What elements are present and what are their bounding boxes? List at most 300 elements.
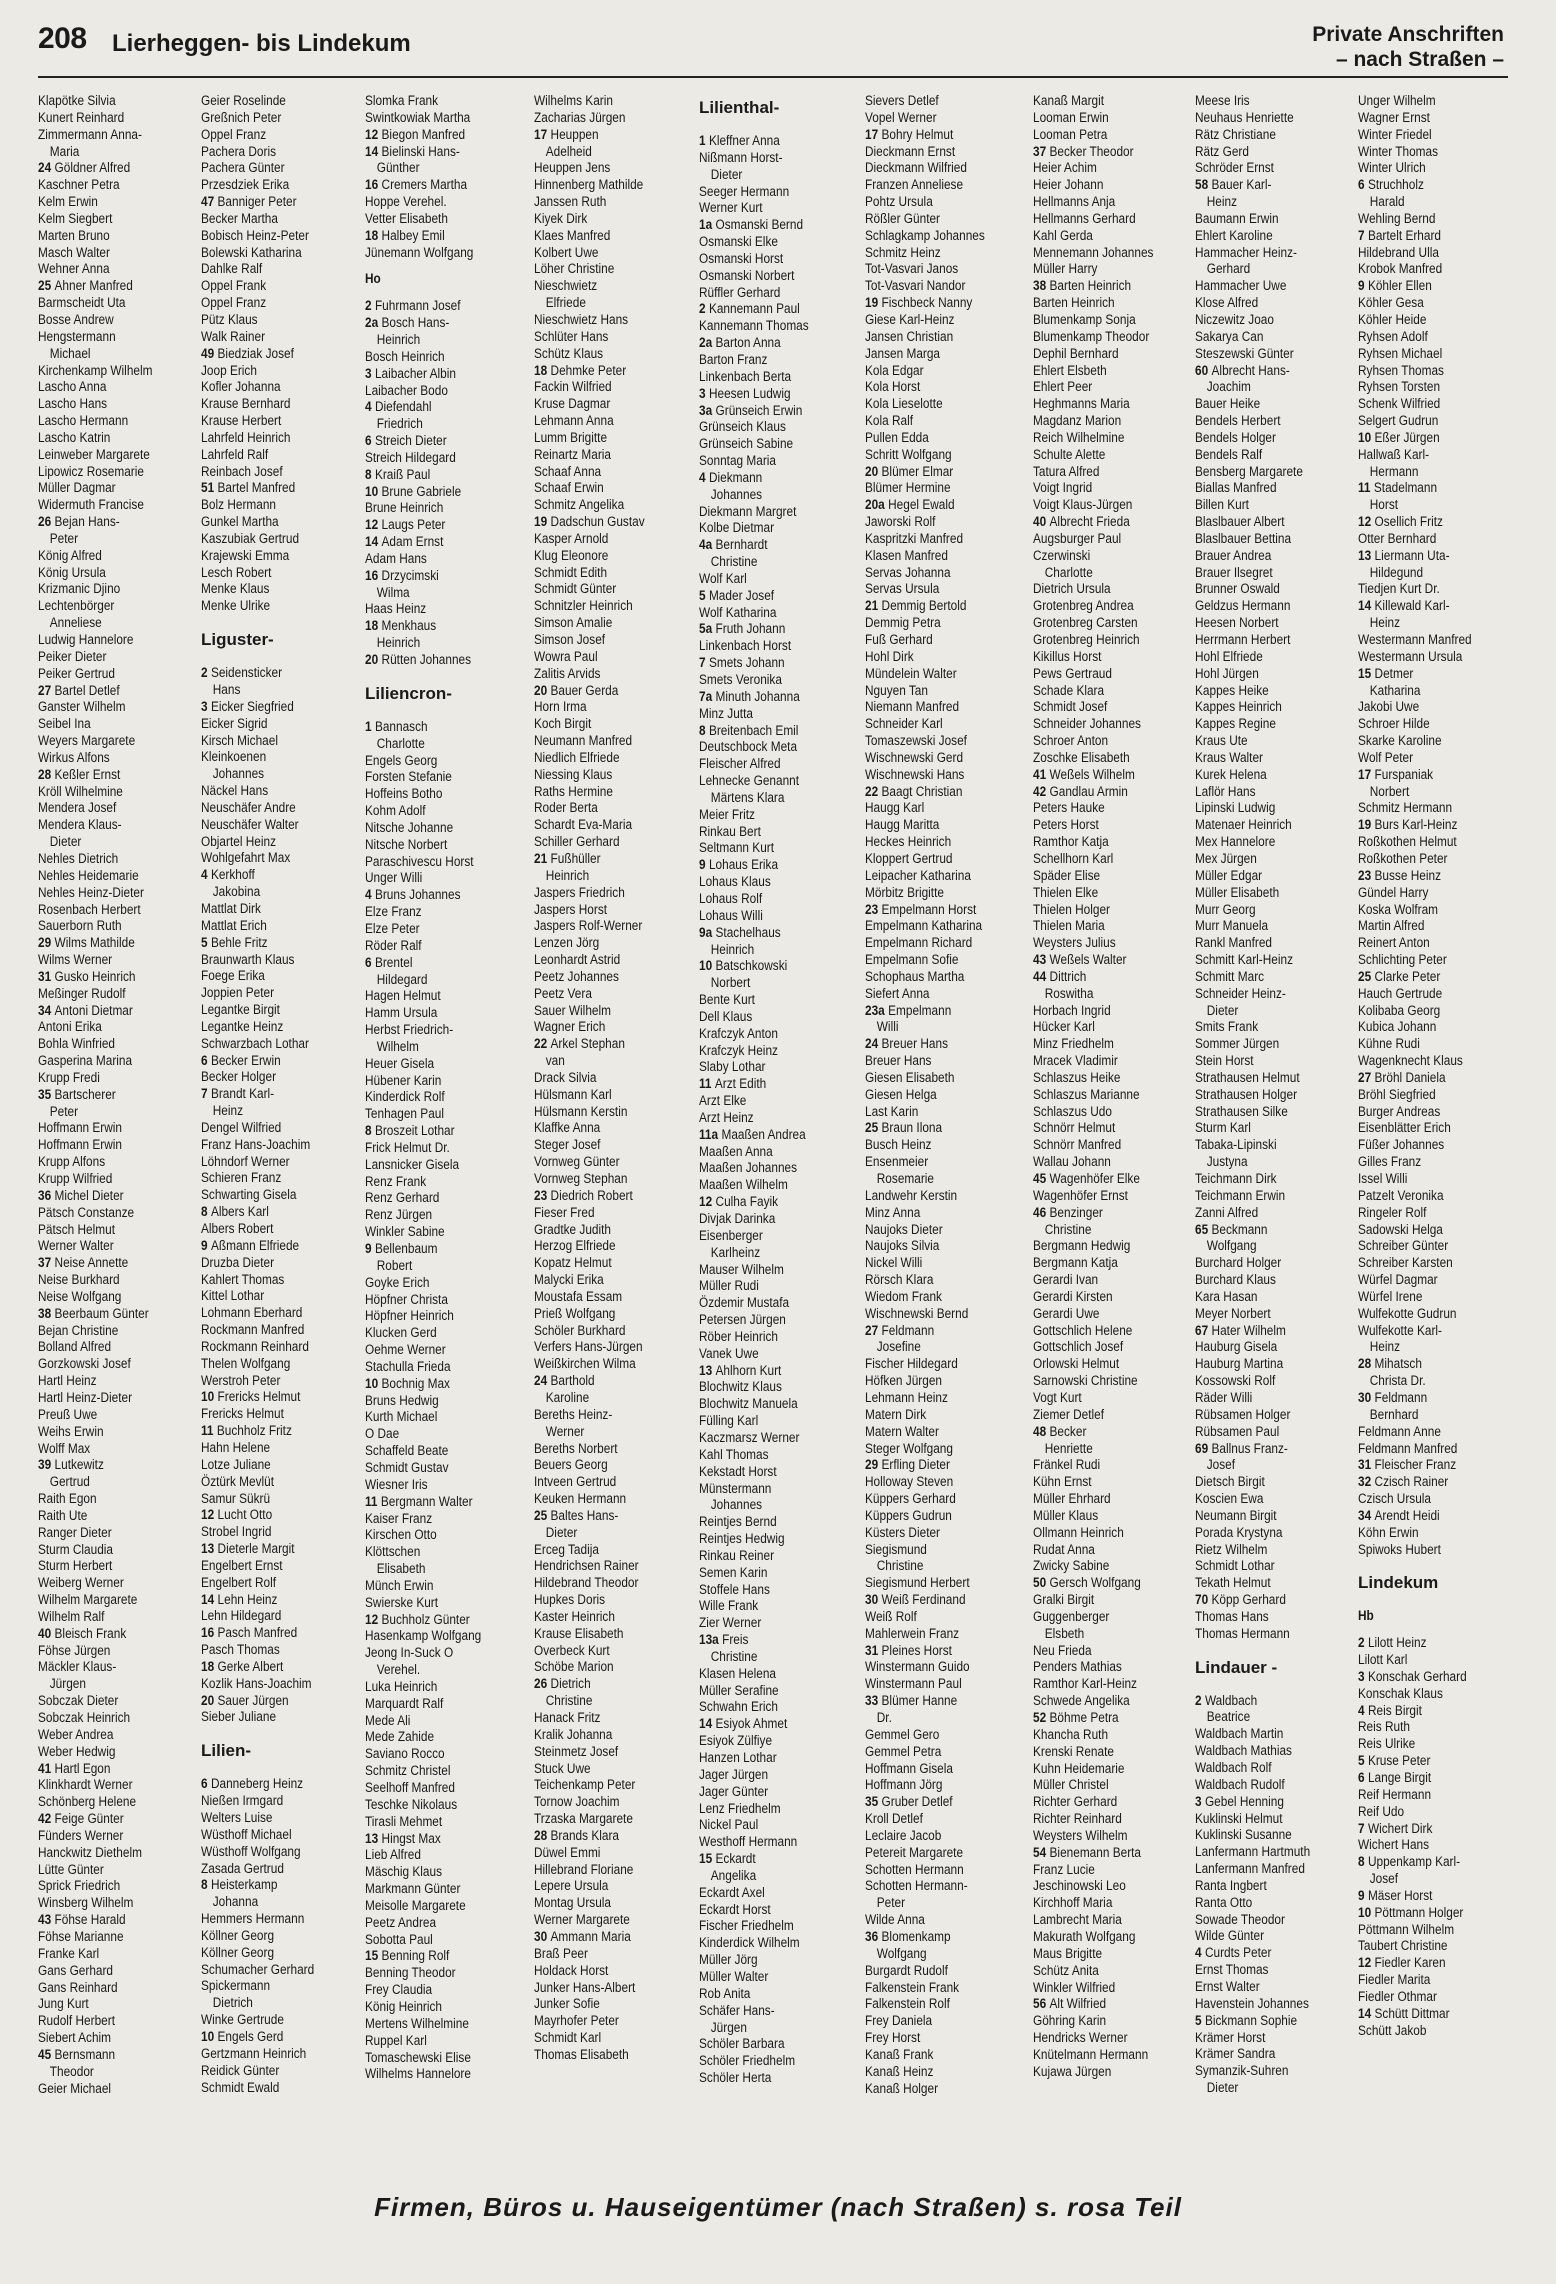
resident-name: Kannemann Paul [708, 300, 800, 317]
resident-name: Dahlke Ralf [201, 260, 263, 277]
resident-name: Spiwoks Hubert [1358, 1540, 1441, 1557]
resident-entry [365, 499, 525, 516]
resident-name: Johannes [710, 1496, 763, 1513]
resident-entry [365, 1240, 525, 1257]
resident-entry [1033, 463, 1193, 480]
resident-entry [699, 368, 859, 385]
resident-entry [1195, 547, 1355, 564]
resident-name: Ramthor Karl-Heinz [1033, 1675, 1137, 1692]
resident-name: Orlowski Helmut [1033, 1355, 1120, 1372]
resident-name: Kappes Heinrich [1195, 698, 1282, 715]
resident-entry [699, 1362, 859, 1379]
resident-entry [865, 362, 1025, 379]
resident-name: Pullen Edda [865, 428, 929, 445]
resident-name: Kaszubiak Gertrud [201, 529, 300, 546]
resident-entry [38, 1187, 198, 1204]
resident-name: Spickermann [201, 1977, 271, 1994]
resident-name: Diekmann Margret [699, 502, 797, 519]
resident-name: Empelmann Sofie [865, 951, 959, 968]
resident-name: Kraus Walter [1195, 748, 1263, 765]
resident-entry [865, 1625, 1025, 1642]
resident-entry [38, 901, 198, 918]
resident-entry [699, 1816, 859, 1833]
resident-entry [699, 1665, 859, 1682]
resident-entry [865, 2029, 1025, 2046]
resident-name: Schaaf Erwin [534, 479, 604, 496]
resident-entry [865, 968, 1025, 985]
resident-entry [699, 1261, 859, 1278]
house-number: 21 [865, 597, 879, 614]
resident-entry [1358, 1170, 1518, 1187]
resident-entry [865, 1018, 1025, 1035]
resident-entry [865, 1035, 1025, 1052]
house-number: 28 [38, 765, 52, 782]
resident-entry [365, 617, 525, 634]
resident-entry [201, 260, 361, 277]
resident-entry [365, 483, 525, 500]
resident-entry [365, 449, 525, 466]
resident-entry [1033, 1658, 1193, 1675]
resident-name: Weysters Julius [1033, 934, 1116, 951]
resident-entry [38, 1928, 198, 1945]
resident-entry [865, 1844, 1025, 1861]
resident-entry [365, 159, 525, 176]
resident-entry [201, 429, 361, 446]
resident-name: Murr Georg [1195, 900, 1256, 917]
resident-entry [201, 816, 361, 833]
resident-entry [865, 1995, 1025, 2012]
resident-entry [38, 934, 198, 951]
resident-entry [201, 782, 361, 799]
resident-entry [1358, 126, 1518, 143]
resident-entry [1033, 1372, 1193, 1389]
resident-entry [1195, 1742, 1355, 1759]
resident-entry [865, 530, 1025, 547]
resident-name: Lascho Hans [38, 395, 108, 412]
resident-name: Winstermann Paul [865, 1675, 962, 1692]
resident-entry [865, 867, 1025, 884]
resident-name: Banniger Peter [217, 193, 297, 210]
resident-name: Kunert Reinhard [38, 108, 125, 125]
resident-entry [1358, 1685, 1518, 1702]
resident-name: Roder Berta [534, 799, 598, 816]
resident-entry [699, 1732, 859, 1749]
resident-entry [865, 395, 1025, 412]
resident-name: Tabaka-Lipinski [1195, 1136, 1277, 1153]
resident-name: Rinkau Bert [699, 822, 761, 839]
house-number: 11 [1358, 479, 1371, 496]
resident-entry [38, 1406, 198, 1423]
resident-entry [1033, 1995, 1193, 2012]
resident-entry [699, 856, 859, 873]
resident-entry [38, 1995, 198, 2012]
resident-name: Bauer Karl- [1211, 176, 1272, 193]
resident-entry [699, 1395, 859, 1412]
resident-entry [534, 1995, 694, 2012]
resident-entry [865, 277, 1025, 294]
resident-entry [534, 1440, 694, 1457]
resident-entry [1195, 1170, 1355, 1187]
resident-entry [365, 920, 525, 937]
resident-name: Bellenbaum [374, 1240, 438, 1256]
resident-name: Joop Erich [201, 361, 257, 378]
resident-entry [1033, 665, 1193, 682]
resident-name: Lechtenbörger [38, 597, 115, 614]
resident-name: Roswitha [1044, 984, 1094, 1001]
resident-name: Dieckmann Ernst [865, 142, 956, 159]
resident-entry [1358, 1634, 1518, 1651]
resident-name: Wiesner Iris [365, 1475, 428, 1492]
resident-entry [534, 631, 694, 648]
resident-entry [865, 1254, 1025, 1271]
resident-name: Heinrich [376, 330, 421, 347]
resident-name: Dietsch Birgit [1195, 1473, 1265, 1490]
resident-entry [1033, 1002, 1193, 1019]
resident-name: Gersch Wolfgang [1049, 1574, 1141, 1591]
resident-entry [534, 1153, 694, 1170]
resident-entry [1195, 1978, 1355, 1995]
house-number: 7 [1358, 226, 1365, 243]
resident-entry [699, 183, 859, 200]
resident-name: Neuhaus Henriette [1195, 108, 1294, 125]
resident-entry [1358, 833, 1518, 850]
resident-name: Heuppen [550, 125, 599, 142]
resident-entry [38, 715, 198, 732]
resident-name: Hülsmann Karl [534, 1085, 612, 1102]
resident-entry [38, 1557, 198, 1574]
resident-entry [38, 1204, 198, 1221]
resident-entry [365, 718, 525, 735]
resident-entry [1195, 732, 1355, 749]
resident-entry [699, 1294, 859, 1311]
resident-name: Sommer Jürgen [1195, 1035, 1280, 1052]
house-number: 28 [1358, 1355, 1372, 1372]
resident-name: Elisabeth [376, 1560, 426, 1577]
resident-name: Hemmers Hermann [201, 1910, 305, 1927]
resident-name: Porada Krystyna [1195, 1523, 1283, 1540]
resident-entry [1033, 1086, 1193, 1103]
resident-name: Schnitzler Heinrich [534, 597, 633, 614]
resident-name: Slaby Lothar [699, 1058, 766, 1075]
resident-name: Mäser Horst [1367, 1886, 1433, 1903]
resident-entry [534, 1844, 694, 1861]
resident-name: Tomaschewski Elise [365, 2048, 471, 2065]
resident-name: Symanzik-Suhren [1195, 2062, 1289, 2079]
resident-entry [1033, 1760, 1193, 1777]
resident-entry [38, 1237, 198, 1254]
resident-entry [38, 1002, 198, 1019]
resident-name: Strathausen Helmut [1195, 1068, 1300, 1085]
resident-entry [1195, 799, 1355, 816]
resident-entry [699, 1749, 859, 1766]
resident-entry [699, 1075, 859, 1092]
resident-name: Pütz Klaus [201, 310, 258, 327]
resident-entry [1358, 1752, 1518, 1769]
resident-name: Behle Fritz [210, 933, 268, 950]
resident-entry [201, 984, 361, 1001]
resident-entry [38, 395, 198, 412]
resident-entry [38, 631, 198, 648]
resident-entry [1195, 1086, 1355, 1103]
resident-name: Reintjes Hedwig [699, 1530, 785, 1547]
resident-name: Saviano Rocco [365, 1745, 445, 1762]
resident-name: Looman Erwin [1033, 108, 1109, 125]
resident-entry [365, 415, 525, 432]
resident-name: Kanaß Heinz [865, 2062, 934, 2079]
resident-entry [1033, 547, 1193, 564]
resident-name: Jung Kurt [38, 1995, 89, 2012]
resident-name: Naujoks Silvia [865, 1237, 940, 1254]
resident-name: Weißkirchen Wilma [534, 1355, 636, 1372]
resident-name: Bartscherer [54, 1085, 116, 1102]
directory-columns [38, 92, 1518, 2167]
resident-entry [365, 1830, 525, 1847]
resident-entry [1033, 513, 1193, 530]
resident-entry [1358, 362, 1518, 379]
resident-entry [699, 1463, 859, 1480]
resident-name: Müller Ehrhard [1033, 1490, 1111, 1507]
resident-name: Hillebrand Floriane [534, 1860, 634, 1877]
footer-note: Firmen, Büros u. Hauseigentümer (nach Straßen) s. rosa Teil [374, 2192, 1182, 2222]
resident-entry [865, 1456, 1025, 1473]
resident-entry [38, 362, 198, 379]
resident-name: Otter Bernhard [1358, 529, 1437, 546]
resident-entry [201, 1169, 361, 1186]
resident-entry [1195, 1725, 1355, 1742]
resident-entry [1033, 850, 1193, 867]
resident-entry [365, 1931, 525, 1948]
spacer [365, 260, 525, 270]
resident-name: Peters Hauke [1033, 799, 1105, 816]
resident-entry [534, 1608, 694, 1625]
resident-entry [38, 816, 198, 833]
resident-entry [365, 903, 525, 920]
resident-name: Seltmann Kurt [699, 839, 775, 856]
resident-entry [699, 1934, 859, 1951]
resident-name: Ryhsen Adolf [1358, 327, 1428, 344]
resident-name: Räder Willi [1195, 1388, 1253, 1405]
resident-name: Baltes Hans- [550, 1506, 619, 1523]
resident-name: Nickel Willi [865, 1254, 923, 1271]
house-number: 34 [38, 1001, 52, 1018]
resident-name: Osellich Fritz [1374, 513, 1443, 530]
resident-name: Benning Theodor [365, 1964, 456, 1981]
resident-name: Westhoff Hermann [699, 1833, 798, 1850]
resident-entry [1358, 715, 1518, 732]
resident-name: Dieter [545, 1523, 578, 1540]
resident-entry [1358, 1288, 1518, 1305]
resident-name: König Heinrich [365, 1997, 443, 2014]
house-number: 27 [1358, 1068, 1372, 1085]
resident-name: Wischnewski Bernd [865, 1304, 969, 1321]
resident-entry [699, 1092, 859, 1109]
resident-entry [1195, 934, 1355, 951]
resident-entry [534, 749, 694, 766]
resident-entry [38, 884, 198, 901]
spacer [1195, 1642, 1355, 1652]
resident-name: Franke Karl [38, 1944, 100, 1961]
resident-entry [534, 1355, 694, 1372]
house-number: 20 [201, 1691, 215, 1708]
resident-entry [365, 210, 525, 227]
resident-name: Heinrich [376, 634, 421, 651]
resident-name: Wolf Katharina [699, 603, 777, 620]
resident-entry [1033, 1221, 1193, 1238]
resident-entry [534, 1322, 694, 1339]
resident-name: Reif Udo [1358, 1802, 1405, 1819]
resident-name: Mattlat Dirk [201, 899, 261, 916]
resident-entry [865, 463, 1025, 480]
resident-name: Fußhüller [550, 849, 601, 866]
resident-name: Gandlau Armin [1049, 782, 1128, 799]
resident-name: Rudat Anna [1033, 1540, 1095, 1557]
resident-entry [699, 351, 859, 368]
resident-entry [1358, 1887, 1518, 1904]
house-number: 4 [365, 398, 372, 415]
house-number: 7a [699, 687, 713, 704]
resident-name: Albers Karl [210, 1203, 269, 1220]
resident-entry [365, 1627, 525, 1644]
resident-name: Eßer Jürgen [1374, 428, 1440, 445]
resident-name: Krämer Horst [1195, 2028, 1266, 2045]
resident-name: Ehlert Peer [1033, 378, 1093, 395]
resident-name: Mendera Josef [38, 799, 117, 816]
resident-entry [201, 1473, 361, 1490]
resident-entry [1195, 126, 1355, 143]
resident-name: Gottschlich Josef [1033, 1338, 1124, 1355]
resident-entry [38, 294, 198, 311]
resident-entry [365, 1122, 525, 1139]
resident-name: Minz Jutta [699, 704, 753, 721]
resident-name: Ehlert Elsbeth [1033, 361, 1107, 378]
house-number: 39 [38, 1456, 52, 1473]
resident-entry [534, 1945, 694, 1962]
resident-name: Ranger Dieter [38, 1523, 112, 1540]
resident-entry [365, 2032, 525, 2049]
resident-entry [865, 1524, 1025, 1541]
resident-name: Hülsmann Kerstin [534, 1102, 628, 1119]
resident-name: Zanni Alfred [1195, 1203, 1259, 1220]
resident-name: Justyna [1206, 1153, 1248, 1170]
resident-entry [1358, 665, 1518, 682]
resident-name: Schöler Friedhelm [699, 2052, 796, 2069]
resident-name: Pachera Doris [201, 142, 277, 159]
resident-entry [865, 1423, 1025, 1440]
house-number: 12 [365, 1610, 379, 1627]
resident-entry [699, 284, 859, 301]
resident-name: Vanek Uwe [699, 1344, 759, 1361]
resident-name: Neuschäfer Walter [201, 815, 299, 832]
resident-entry [201, 1860, 361, 1877]
resident-entry [1195, 1322, 1355, 1339]
resident-name: Hoffmann Erwin [38, 1136, 123, 1153]
resident-name: Bolz Hermann [201, 496, 277, 513]
resident-entry [865, 799, 1025, 816]
house-number: 10 [201, 1388, 215, 1405]
resident-name: Winter Friedel [1358, 125, 1432, 142]
resident-entry [1358, 1904, 1518, 1921]
resident-name: Dittrich [1049, 967, 1087, 984]
resident-name: Gottschlich Helene [1033, 1321, 1133, 1338]
resident-entry [865, 1979, 1025, 1996]
resident-entry [1358, 1305, 1518, 1322]
resident-name: Meisolle Margarete [365, 1896, 466, 1913]
resident-entry [1195, 850, 1355, 867]
resident-entry [1033, 614, 1193, 631]
resident-name: Höpfner Christa [365, 1290, 448, 1307]
street-heading: Liguster- [201, 630, 274, 650]
resident-name: Fischbeck Nanny [881, 294, 973, 311]
resident-entry [865, 1271, 1025, 1288]
house-number: 43 [1033, 951, 1047, 968]
resident-entry [865, 1658, 1025, 1675]
resident-entry [201, 1523, 361, 1540]
resident-name: Wischnewski Hans [865, 765, 965, 782]
resident-entry [865, 682, 1025, 699]
resident-entry [1033, 1574, 1193, 1591]
resident-name: Fränkel Rudi [1033, 1456, 1101, 1473]
resident-entry [865, 311, 1025, 328]
resident-entry [1195, 1035, 1355, 1052]
resident-entry [865, 1221, 1025, 1238]
resident-name: Gemmel Gero [865, 1725, 940, 1742]
resident-entry [865, 2012, 1025, 2029]
resident-name: Jager Günter [699, 1782, 769, 1799]
resident-name: Giese Karl-Heinz [865, 310, 955, 327]
resident-entry [534, 1625, 694, 1642]
house-number: 22 [865, 782, 879, 799]
resident-name: Franz Hans-Joachim [201, 1135, 311, 1152]
resident-name: Löher Christine [534, 260, 615, 277]
resident-name: Schardt Eva-Maria [534, 816, 633, 833]
resident-entry [365, 1105, 525, 1122]
resident-name: Deutschbock Meta [699, 738, 798, 755]
resident-entry [1033, 311, 1193, 328]
resident-entry [1033, 1793, 1193, 1810]
resident-name: Hengstermann [38, 327, 116, 344]
resident-entry [534, 917, 694, 934]
resident-name: Oehme Werner [365, 1341, 446, 1358]
resident-name: Hauburg Gisela [1195, 1338, 1278, 1355]
resident-entry [201, 1186, 361, 1203]
resident-name: Klaes Manfred [534, 226, 611, 243]
resident-entry [38, 985, 198, 1002]
resident-entry [1195, 1423, 1355, 1440]
resident-name: Beatrice [1206, 1708, 1251, 1725]
resident-entry [699, 233, 859, 250]
resident-entry [534, 2046, 694, 2063]
resident-name: Giesen Elisabeth [865, 1068, 955, 1085]
resident-entry [201, 1102, 361, 1119]
section-title-line-1: Private Anschriften [1312, 23, 1504, 46]
resident-entry [1358, 92, 1518, 109]
resident-entry [1195, 884, 1355, 901]
resident-name: Pohtz Ursula [865, 193, 933, 210]
resident-name: Mäschig Klaus [365, 1863, 442, 1880]
resident-name: Heckes Heinrich [865, 833, 952, 850]
resident-entry [1033, 176, 1193, 193]
resident-entry [534, 783, 694, 800]
resident-entry [534, 547, 694, 564]
resident-name: Kurek Helena [1195, 765, 1267, 782]
resident-name: Kelm Siegbert [38, 209, 113, 226]
resident-name: Falkenstein Frank [865, 1978, 960, 1995]
resident-entry [201, 1893, 361, 1910]
resident-name: Hellmanns Gerhard [1033, 209, 1136, 226]
resident-entry [201, 1405, 361, 1422]
resident-name: Schmitz Christel [365, 1762, 451, 1779]
resident-name: Krafczyk Heinz [699, 1041, 778, 1058]
